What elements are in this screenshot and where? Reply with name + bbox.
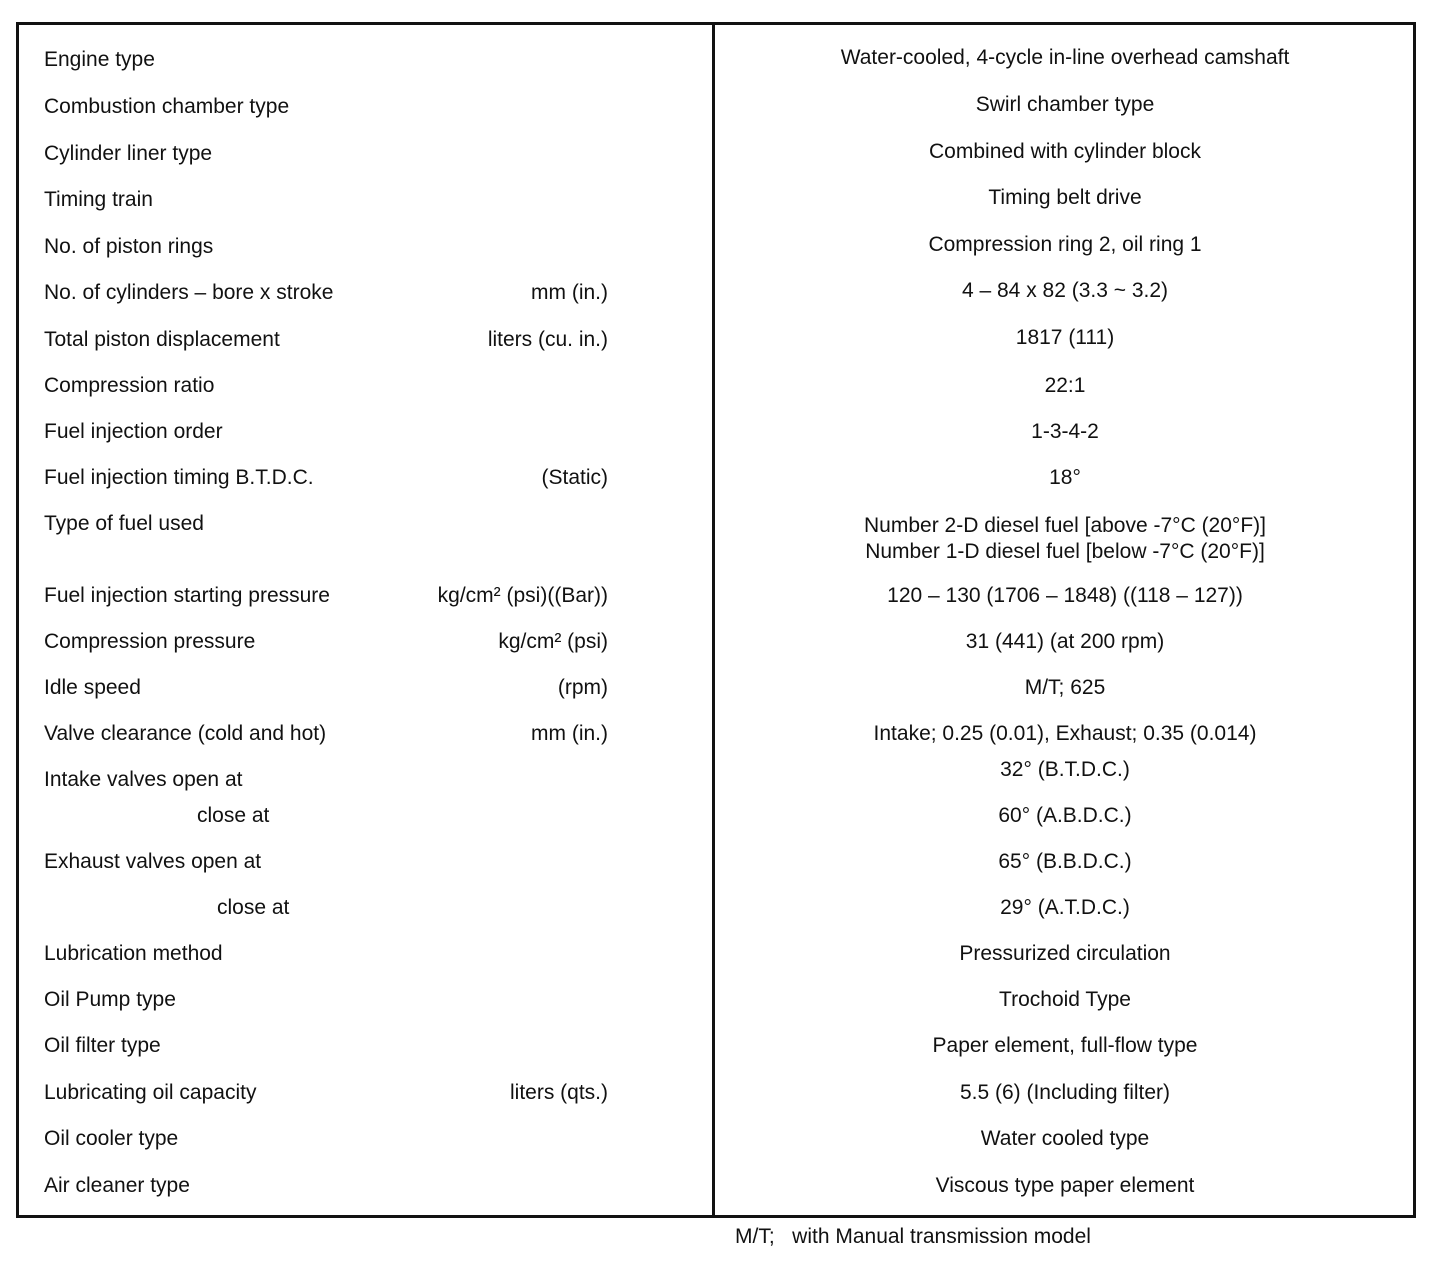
spec-row-compression-pressure — [19, 627, 1413, 657]
spec-value: 60° (A.B.D.C.) — [998, 804, 1132, 827]
spec-value: Paper element, full-flow type — [932, 1034, 1198, 1057]
spec-row-timing-train — [19, 185, 1413, 215]
spec-row-displacement — [19, 325, 1413, 355]
spec-unit: mm (in.) — [531, 281, 608, 304]
spec-unit: mm (in.) — [531, 722, 608, 745]
spec-value: 29° (A.T.D.C.) — [1000, 896, 1130, 919]
spec-label: Engine type — [44, 48, 155, 71]
spec-row-air-cleaner — [19, 1171, 1413, 1201]
spec-value: Combined with cylinder block — [929, 140, 1201, 163]
spec-row-injection-order — [19, 417, 1413, 447]
spec-value: Water cooled type — [980, 1127, 1150, 1150]
spec-label: close at — [217, 896, 290, 919]
spec-row-oil-cooler — [19, 1124, 1413, 1154]
spec-label: Cylinder liner type — [44, 142, 213, 165]
spec-row-injection-pressure — [19, 581, 1413, 611]
spec-value: 120 – 130 (1706 – 1848) ((118 – 127)) — [887, 584, 1243, 607]
spec-row-fuel-type — [19, 509, 1413, 565]
spec-label: Combustion chamber type — [44, 95, 290, 118]
spec-unit: kg/cm² (psi)((Bar)) — [437, 584, 608, 607]
spec-value: Trochoid Type — [999, 988, 1131, 1011]
spec-value — [715, 513, 1415, 565]
spec-label: Lubrication method — [44, 942, 223, 965]
spec-row-intake-open — [19, 758, 1413, 795]
spec-unit: (Static) — [541, 466, 608, 489]
spec-row-exhaust-open — [19, 847, 1413, 877]
spec-row-intake-close — [19, 801, 1413, 831]
spec-value: 18° — [1049, 466, 1081, 489]
spec-row-cylinders — [19, 278, 1413, 308]
spec-label: Intake valves open at — [44, 768, 243, 791]
spec-value: 31 (441) (at 200 rpm) — [965, 630, 1165, 653]
spec-value: Water-cooled, 4-cycle in-line overhead camshaft — [840, 46, 1290, 69]
spec-unit: liters (cu. in.) — [487, 328, 608, 351]
spec-label: Idle speed — [44, 676, 141, 699]
spec-value: Pressurized circulation — [959, 942, 1171, 965]
spec-label: No. of piston rings — [44, 235, 214, 258]
spec-label: Fuel injection order — [44, 420, 223, 443]
spec-label: Valve clearance (cold and hot) — [44, 722, 327, 745]
spec-value: M/T; 625 — [1024, 676, 1106, 699]
spec-row-cylinder-liner — [19, 139, 1413, 169]
spec-label: Oil filter type — [44, 1034, 161, 1057]
spec-value-line: Number 2-D diesel fuel [above -7°C (20°F)] — [864, 514, 1266, 537]
spec-row-idle-speed — [19, 673, 1413, 703]
spec-row-valve-clearance — [19, 719, 1413, 749]
spec-unit: (rpm) — [557, 676, 608, 699]
footnote: M/T; with Manual transmission model — [735, 1225, 1091, 1248]
spec-value-line: Number 1-D diesel fuel [below -7°C (20°F)] — [865, 540, 1265, 563]
spec-value: 32° (B.T.D.C.) — [1000, 758, 1130, 781]
spec-label: Air cleaner type — [44, 1174, 190, 1197]
spec-unit: kg/cm² (psi) — [498, 630, 608, 653]
spec-value: 1-3-4-2 — [1031, 420, 1099, 443]
spec-value: Compression ring 2, oil ring 1 — [928, 233, 1202, 256]
spec-label: No. of cylinders – bore x stroke — [44, 281, 334, 304]
spec-label: Fuel injection timing B.T.D.C. — [44, 466, 314, 489]
spec-label: Exhaust valves open at — [44, 850, 262, 873]
spec-value: 5.5 (6) (Including filter) — [959, 1081, 1171, 1104]
spec-row-piston-rings — [19, 232, 1413, 262]
spec-label: Lubricating oil capacity — [44, 1081, 257, 1104]
spec-value: Viscous type paper element — [935, 1174, 1195, 1197]
spec-unit: liters (qts.) — [509, 1081, 608, 1104]
spec-value: Intake; 0.25 (0.01), Exhaust; 0.35 (0.014) — [873, 722, 1257, 745]
spec-label: Total piston displacement — [44, 328, 280, 351]
spec-value: Swirl chamber type — [975, 93, 1155, 116]
spec-label: Timing train — [44, 188, 153, 211]
spec-label: Oil Pump type — [44, 988, 176, 1011]
spec-row-oil-pump — [19, 985, 1413, 1015]
spec-row-injection-timing — [19, 463, 1413, 493]
engine-spec-table — [16, 22, 1416, 1218]
spec-row-exhaust-close — [19, 893, 1413, 923]
spec-label: Oil cooler type — [44, 1127, 179, 1150]
spec-row-compression-ratio — [19, 371, 1413, 401]
spec-label: close at — [197, 804, 270, 827]
spec-value: 65° (B.B.D.C.) — [998, 850, 1132, 873]
spec-row-oil-filter — [19, 1031, 1413, 1061]
spec-row-oil-capacity — [19, 1078, 1413, 1108]
spec-value: Timing belt drive — [988, 186, 1142, 209]
spec-row-lubrication-method — [19, 939, 1413, 969]
spec-label: Type of fuel used — [44, 512, 204, 535]
spec-label: Compression ratio — [44, 374, 215, 397]
spec-label: Fuel injection starting pressure — [44, 584, 330, 607]
spec-value: 1817 (111) — [1015, 326, 1115, 349]
spec-label: Compression pressure — [44, 630, 256, 653]
spec-row-combustion-chamber — [19, 92, 1413, 122]
spec-value: 22:1 — [1044, 374, 1086, 397]
spec-value: 4 – 84 x 82 (3.3 ~ 3.2) — [961, 279, 1169, 302]
spec-row-engine-type — [19, 45, 1413, 75]
